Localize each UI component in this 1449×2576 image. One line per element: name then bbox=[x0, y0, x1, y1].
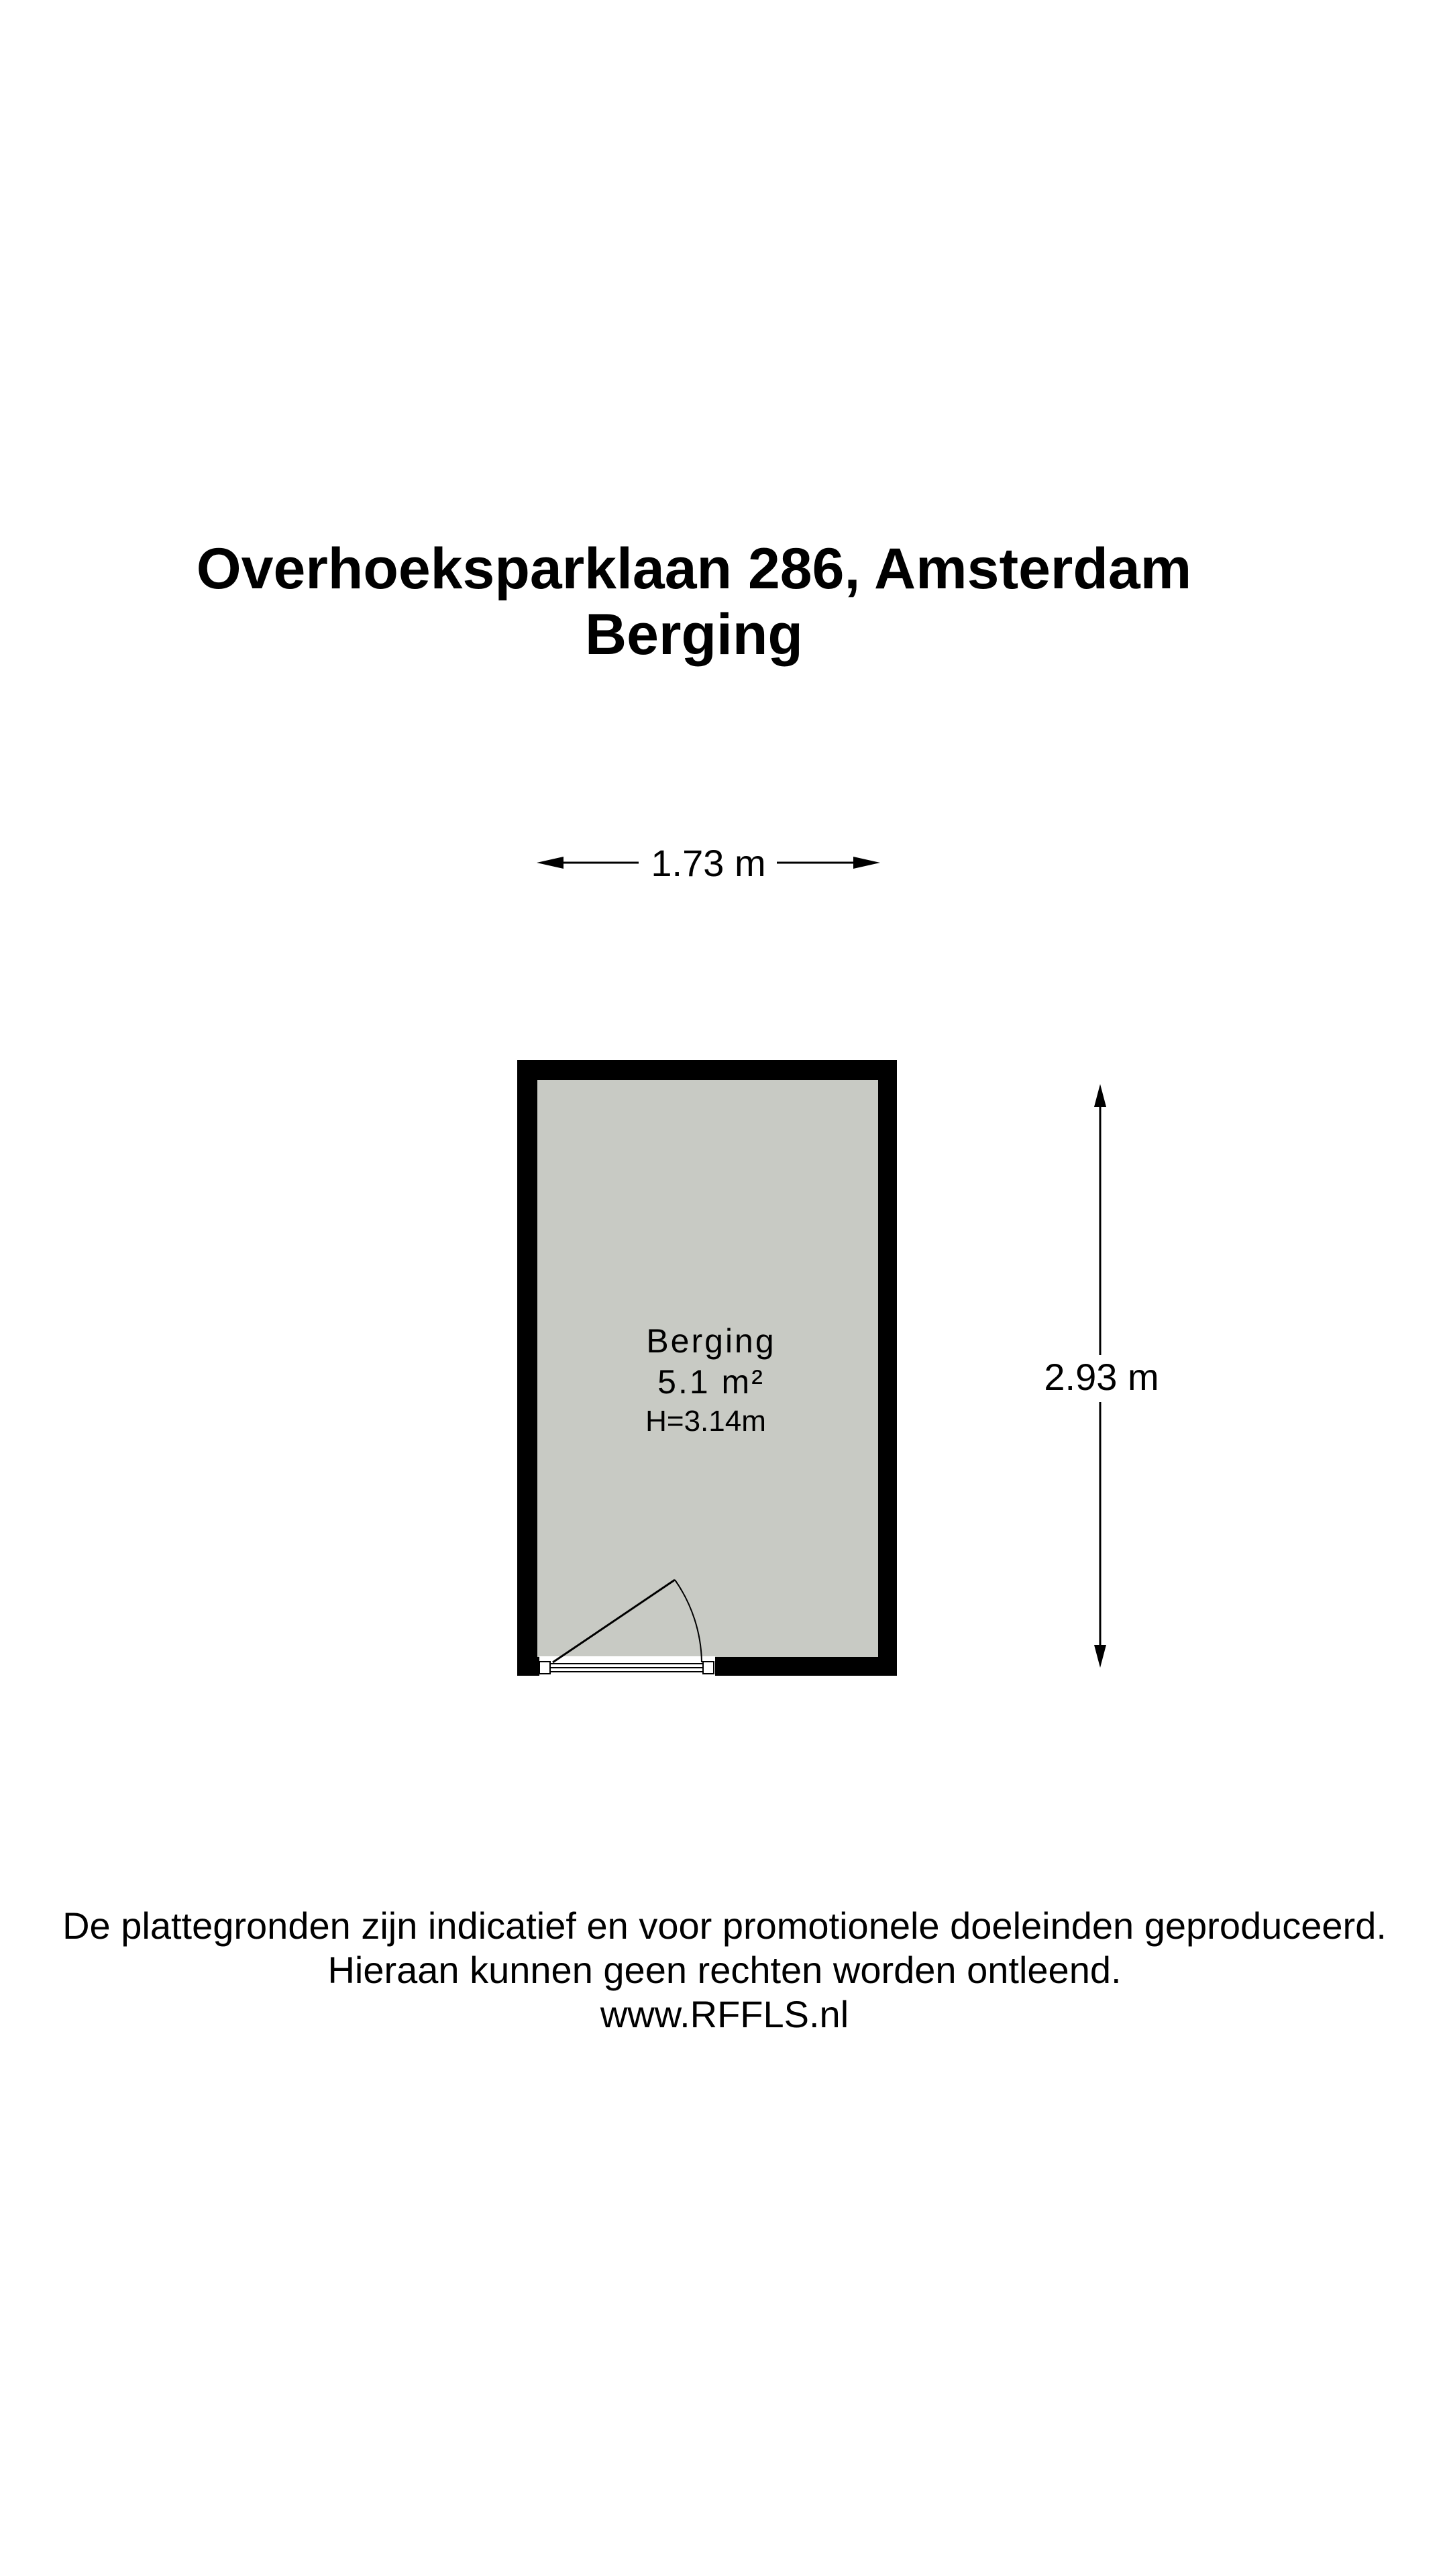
depth-dimension-label: 2.93 m bbox=[1044, 1356, 1159, 1398]
room-height-label: H=3.14m bbox=[645, 1405, 766, 1438]
disclaimer-website: www.RFFLS.nl bbox=[600, 1993, 849, 2035]
width-dimension bbox=[537, 842, 880, 884]
depth-arrow-up-icon bbox=[1094, 1084, 1106, 1107]
room-area-label: 5.1 m² bbox=[657, 1363, 765, 1401]
plan-title-address: Overhoeksparklaan 286, Amsterdam bbox=[196, 537, 1192, 601]
width-dimension-label: 1.73 m bbox=[651, 842, 766, 884]
door-jamb-right bbox=[703, 1662, 714, 1674]
depth-dimension bbox=[1044, 1084, 1159, 1668]
room-name-label: Berging bbox=[646, 1322, 776, 1360]
depth-arrow-down-icon bbox=[1094, 1645, 1106, 1668]
disclaimer-line-2: Hieraan kunnen geen rechten worden ontleend. bbox=[327, 1949, 1122, 1991]
width-arrow-left-icon bbox=[537, 857, 564, 869]
door-jamb-left bbox=[539, 1662, 550, 1674]
plan-title-floor: Berging bbox=[585, 602, 803, 667]
room-berging bbox=[517, 1060, 897, 1678]
disclaimer-line-1: De plattegronden zijn indicatief en voor promotionele doeleinden geproduceerd. bbox=[62, 1904, 1387, 1947]
width-arrow-right-icon bbox=[853, 857, 880, 869]
